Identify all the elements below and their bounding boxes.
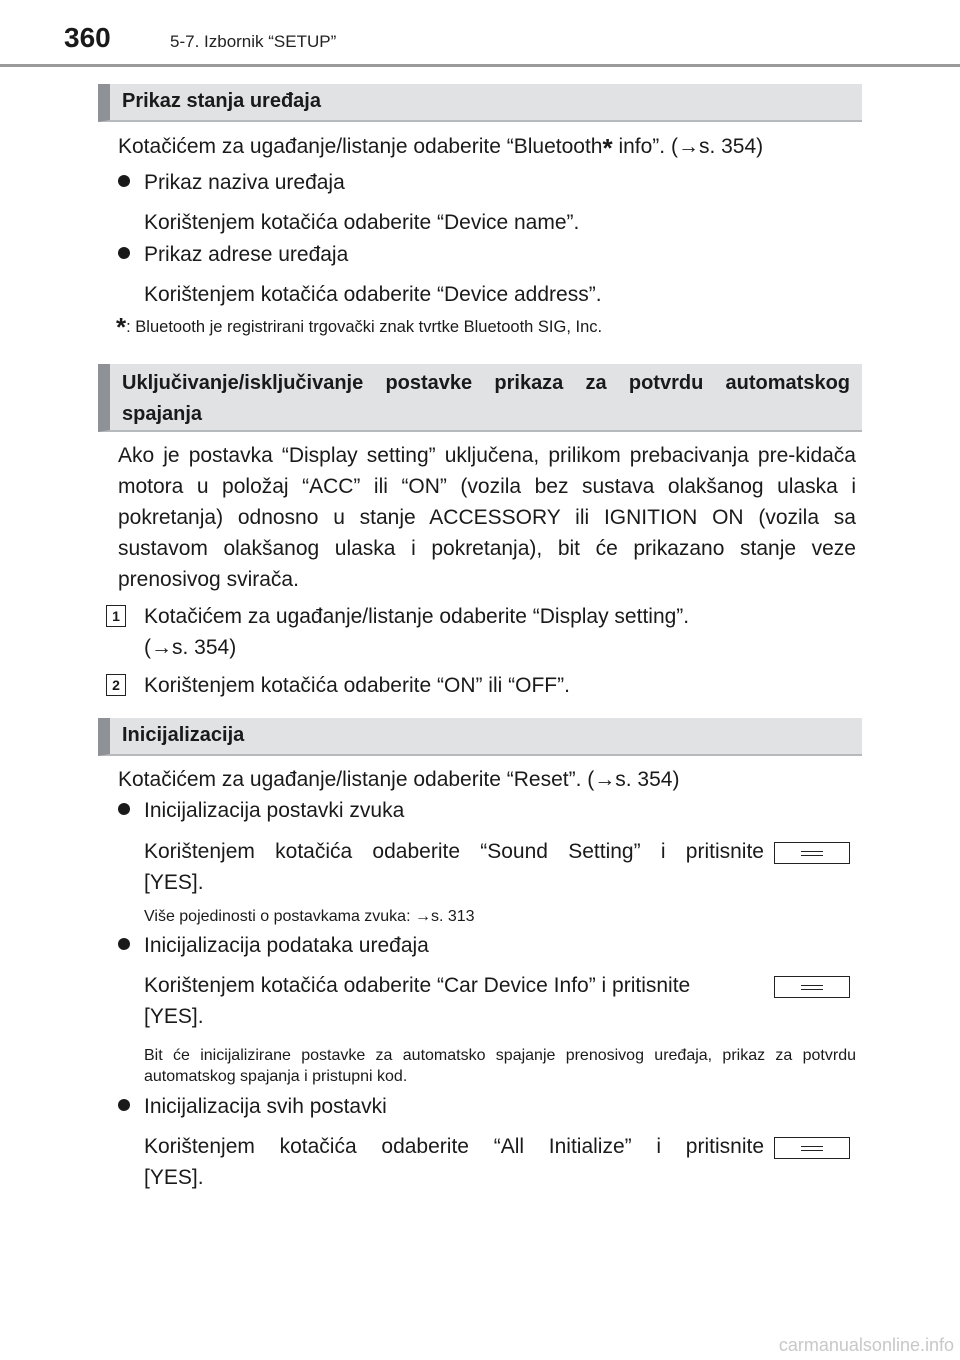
bullet-icon: [118, 803, 130, 815]
bullet-icon: [118, 247, 130, 259]
step-number-2: 2: [106, 674, 126, 696]
section-heading-device-status: Prikaz stanja uređaja: [98, 84, 862, 122]
section1-intro: Kotačićem za ugađanje/listanje odaberite “Bluetooth* info”. (→s. 354): [118, 133, 764, 163]
device-name-instruction: Korištenjem kotačića odaberite “Device name”.: [144, 211, 580, 234]
section-heading-initialization: Inicijalizacija: [98, 718, 862, 756]
bullet-sound-init: Inicijalizacija postavki zvuka: [118, 795, 404, 826]
chapter-title: 5-7. Izbornik “SETUP”: [170, 32, 337, 51]
header-divider: [0, 64, 960, 67]
footnote: *: Bluetooth je registrirani trgovački znak tvrtke Bluetooth SIG, Inc.: [116, 312, 603, 342]
device-data-note: Bit će inicijalizirane postavke za automatsko spajanje prenosivog uređaja, prikaz za potvrdu automatskog spajanja i pristupni kod.: [144, 1047, 856, 1085]
page-header: [0, 0, 960, 68]
device-data-init-instruction: Korištenjem kotačića odaberite “Car Device Info” i pritisnite [YES].: [144, 974, 691, 1028]
step1-line2: (→s. 354): [144, 636, 237, 659]
sound-settings-note: Više pojedinosti o postavkama zvuka: →s. 313: [144, 908, 475, 925]
tune-scroll-knob-icon: [774, 1137, 850, 1159]
bullet-device-data-init: Inicijalizacija podataka uređaja: [118, 930, 429, 961]
section3-intro: Kotačićem za ugađanje/listanje odaberite “Reset”. (→s. 354): [118, 768, 680, 791]
footnote-asterisk: *: [116, 312, 127, 342]
bullet-icon: [118, 1099, 130, 1111]
bullet-device-address: Prikaz adrese uređaja: [118, 239, 348, 270]
bullet-icon: [118, 938, 130, 950]
asterisk-mark: *: [602, 133, 613, 163]
all-init-instruction: Korištenjem kotačića odaberite “All Initialize” i pritisnite [YES].: [144, 1135, 764, 1189]
step1-line1: Kotačićem za ugađanje/listanje odaberite “Display setting”.: [144, 605, 690, 628]
device-address-instruction: Korištenjem kotačića odaberite “Device address”.: [144, 283, 602, 306]
watermark: carmanualsonline.info: [778, 1335, 954, 1355]
section2-paragraph: Ako je postavka “Display setting” uključena, prilikom prebacivanja pre-kidača motora u položaj “ACC” ili “ON” (vozila bez sustava olakšanog ulaska i pokretanja) odnosno u stanje ACCESSORY ili IGNITION ON (vozila sa sustavom olakšanog ulaska i pokretanja), bit će prikazano stanje veze prenosivog svirača.: [118, 444, 856, 591]
sound-init-instruction: Korištenjem kotačića odaberite “Sound Setting” i pritisnite [YES].: [144, 840, 764, 894]
section-heading-auto-connect-display: Uključivanje/isključivanje postavke prikaza za potvrdu automatskog spajanja: [98, 364, 862, 432]
tune-scroll-knob-icon: [774, 976, 850, 998]
page-number: 360: [64, 22, 111, 53]
step2-text: Korištenjem kotačića odaberite “ON” ili “OFF”.: [144, 674, 570, 697]
bullet-all-init: Inicijalizacija svih postavki: [118, 1091, 387, 1122]
step-number-1: 1: [106, 605, 126, 627]
bullet-icon: [118, 175, 130, 187]
tune-scroll-knob-icon: [774, 842, 850, 864]
bullet-device-name: Prikaz naziva uređaja: [118, 167, 345, 198]
